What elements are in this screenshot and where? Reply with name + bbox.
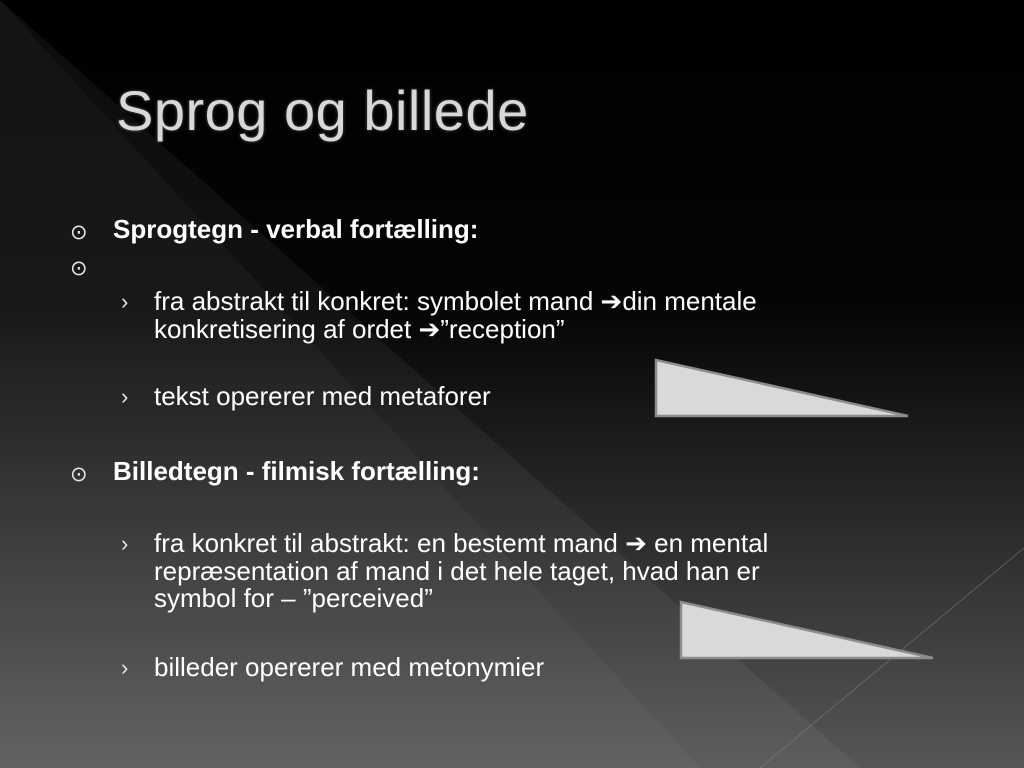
slide-title: Sprog og billede: [116, 79, 529, 142]
sub-bullet-icon: ›: [121, 531, 129, 556]
triangle-shape: [679, 600, 937, 662]
bullet-icon: ⊙: [70, 256, 88, 280]
list-item-metonymier: billeder opererer med metonymier: [154, 652, 545, 682]
section-heading-billedtegn: Billedtegn - filmisk fortælling:: [113, 456, 480, 486]
bullet-icon: ⊙: [70, 220, 88, 244]
right-arrow-icon: ➔: [625, 529, 647, 559]
item-text: konkretisering af ordet: [154, 314, 419, 344]
item-text: fra abstrakt til konkret: symbolet mand: [154, 286, 601, 316]
section-heading-sprogtegn: Sprogtegn - verbal fortælling:: [113, 214, 479, 244]
item-text: symbol for – ”perceived”: [154, 583, 433, 613]
item-text: en mental: [646, 528, 769, 558]
list-item-abstrakt-konkret: [154, 288, 757, 344]
bullet-icon: ⊙: [70, 462, 88, 486]
sub-bullet-icon: ›: [121, 655, 129, 680]
item-text: repræsentation af mand i det hele taget, hvad han er: [154, 556, 760, 586]
right-arrow-icon: ➔: [418, 315, 441, 345]
item-text: fra konkret til abstrakt: en bestemt mand: [154, 528, 626, 558]
sub-bullet-icon: ›: [121, 289, 129, 314]
list-item-konkret-abstrakt: [154, 530, 768, 612]
list-item-metaforer: tekst opererer med metaforer: [154, 381, 491, 411]
item-text: din mentale: [622, 286, 757, 316]
triangle-shape: [654, 358, 912, 420]
item-text: ”reception”: [440, 314, 565, 344]
right-arrow-icon: ➔: [600, 287, 623, 317]
sub-bullet-icon: ›: [121, 384, 129, 409]
